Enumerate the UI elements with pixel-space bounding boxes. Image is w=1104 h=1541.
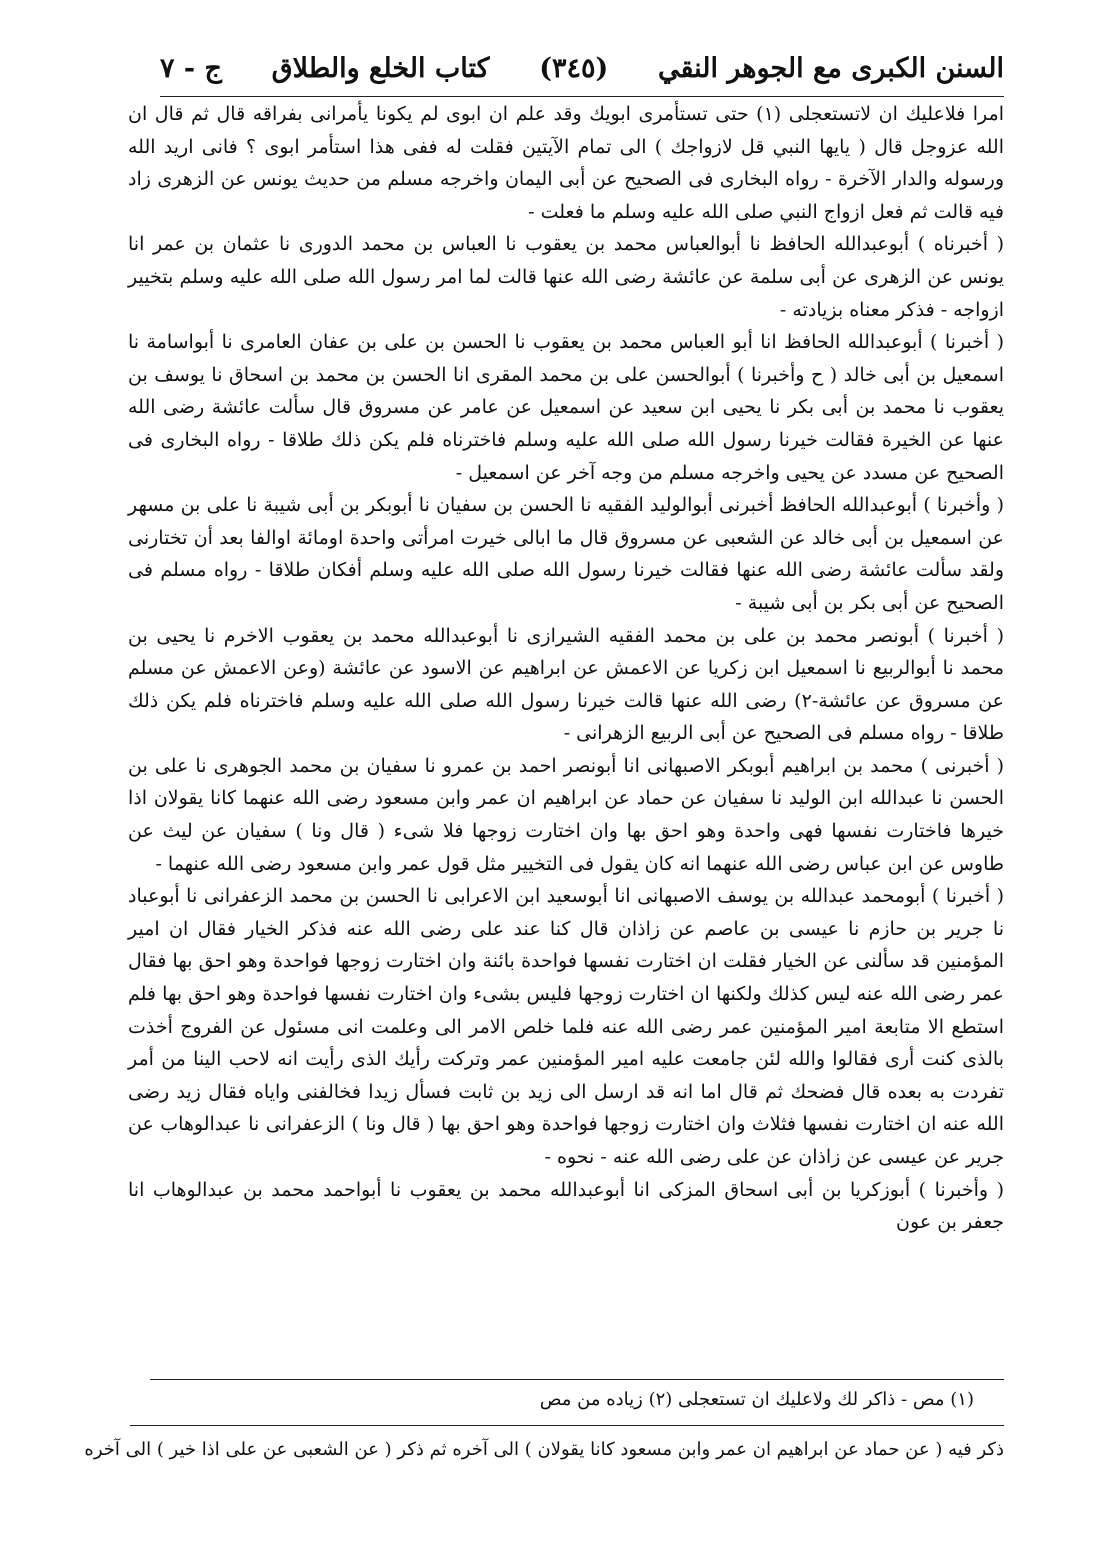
chapter-title: كتاب الخلع والطلاق [271,52,490,84]
footnote-rule [150,1379,1004,1380]
volume-number: ج - ٧ [160,52,222,84]
main-text [128,98,1004,1239]
paragraph: ( أخبرناه ) أبوعبدالله الحافظ نا أبوالعباس محمد بن يعقوب نا العباس بن محمد الدورى نا عثمان بن عمر انا يونس عن الزهرى عن أبى سلمة عن عائشة رضى الله عنها قالت لما امر رسول الله صلى الله عليه وسلم بتخيير ازواجه - فذكر معناه بزيادته - [128,233,1004,321]
commentary-text: ذكر فيه ( عن حماد عن ابراهيم ان عمر وابن مسعود كانا يقولان ) الى آخره ثم ذكر ( عن الشعبى عن على اذا خير ) الى آخره [84,1439,1004,1460]
paragraph: ( أخبرنا ) أبومحمد عبدالله بن يوسف الاصبهانى انا أبوسعيد ابن الاعرابى نا الحسن بن محمد الزعفرانى نا أبوعباد نا جرير بن حازم نا عيسى بن عاصم عن زاذان قال كنا عند على رضى الله عنه فذكر الخيار فقال ان امير المؤمنين قد سألنى عن الخيار فقلت ان اختارت نفسها فواحدة بائنة وان اختارت زوجها فواحدة وهو احق بها فقال عمر رضى الله عنه ليس كذلك ولكنها ان اختارت زوجها فليس بشىء وان اختارت نفسها فواحدة وهو احق بها فلم استطع الا متابعة امير المؤمنين عمر رضى الله عنه فلما خلص الامر الى وعلمت انى مسئول عن الفروج أخذت بالذى كنت أرى فقالوا والله لئن جامعت عليه امير المؤمنين عمر وتركت رأيك الذى رأيت انه لاحب الينا من أمر تفردت به بعده قال فضحك ثم قال اما انه قد ارسل الى زيد بن ثابت فسأل زيدا فخالفنى واياه فقال زيد رضى الله عنه ان اختارت نفسها فثلاث وان اختارت زوجها فواحدة وهو احق بها ( قال ونا ) الزعفرانى نا عبدالوهاب عن جرير عن عيسى عن زاذان عن على رضى الله عنه - نحوه - [128,885,1004,1168]
paragraph: ( وأخبرنا ) أبوزكريا بن أبى اسحاق المزكى انا أبوعبدالله محمد بن يعقوب نا أبواحمد محمد بن عبدالوهاب انا جعفر بن عون [128,1178,1004,1234]
paragraph: ( أخبرنا ) أبونصر محمد بن على بن محمد الفقيه الشيرازى نا أبوعبدالله محمد بن يعقوب الاخرم نا يحيى بن محمد نا أبوالربيع نا اسمعيل ابن زكريا عن الاعمش عن ابراهيم عن الاسود عن عائشة (وعن الاعمش عن مسلم عن مسروق عن عائشة-٢) رضى الله عنها قالت خيرنا رسول الله صلى الله عليه وسلم فاخترناه فلم يكن ذلك طلاقا - رواه مسلم فى الصحيح عن أبى الربيع الزهرانى - [128,624,1005,745]
book-title: السنن الكبرى مع الجوهر النقي [657,52,1004,84]
paragraph: امرا فلاعليك ان لاتستعجلى (١) حتى تستأمرى ابويك وقد علم ان ابوى لم يكونا يأمرانى بفراقه قال ثم قال ان الله عزوجل قال ( يايها النبي قل لازواجك ) الى تمام الآيتين فقلت له ففى هذا استأمر ابوى ؟ فانى اريد الله ورسوله والدار الآخرة - رواه البخارى فى الصحيح عن أبى اليمان واخرجه مسلم من حديث يونس عن الزهرى زاد فيه قالت ثم فعل ازواج النبي صلى الله عليه وسلم ما فعلت - [128,103,1004,223]
commentary-rule [130,1425,1004,1426]
paragraph: ( أخبرنا ) أبوعبدالله الحافظ انا أبو العباس محمد بن يعقوب نا الحسن بن على بن عفان العامرى نا أبواسامة نا اسمعيل بن أبى خالد ( ح وأخبرنا ) أبوالحسن على بن محمد المقرى انا الحسن بن محمد بن اسحاق نا يوسف بن يعقوب نا محمد بن أبى بكر نا يحيى ابن سعيد عن اسمعيل عن عامر عن مسروق قال سألت عائشة رضى الله عنها عن الخيرة فقالت خيرنا رسول الله صلى الله عليه وسلم فاخترناه فلم يكن ذلك طلاقا - رواه البخارى فى الصحيح عن مسدد عن يحيى واخرجه مسلم من وجه آخر عن اسمعيل - [128,331,1004,484]
page-number: (٣٤٥) [539,52,609,84]
header-rule [160,96,1004,97]
paragraph: ( أخبرنى ) محمد بن ابراهيم أبوبكر الاصبهانى انا أبونصر احمد بن عمرو نا سفيان بن محمد الجوهرى نا على بن الحسن نا عبدالله ابن الوليد نا سفيان عن حماد عن ابراهيم ان عمر وابن مسعود رضى الله عنهما كانا يقولان اذا خيرها فاختارت نفسها فهى واحدة وهو احق بها وان اختارت زوجها فلا شىء ( قال ونا ) سفيان عن ليث عن طاوس عن ابن عباس رضى الله عنهما انه كان يقول فى التخيير مثل قول عمر وابن مسعود رضى الله عنهما - [128,754,1004,875]
paragraph: ( وأخبرنا ) أبوعبدالله الحافظ أخبرنى أبوالوليد الفقيه نا الحسن بن سفيان نا أبوبكر بن أبى شيبة نا على بن مسهر عن اسمعيل بن أبى خالد عن الشعبى عن مسروق قال ما ابالى خيرت امرأتى واحدة اومائة اوالفا بعد أن تختارنى ولقد سألت عائشة رضى الله عنها فقالت خيرنا رسول الله صلى الله عليه وسلم أفكان طلاقا - رواه مسلم فى الصحيح عن أبى بكر بن أبى شيبة - [128,494,1004,614]
footnotes: (١) مص - ذاكر لك ولاعليك ان تستعجلى (٢) زياده من مص [539,1389,974,1410]
page-header [160,40,1004,96]
